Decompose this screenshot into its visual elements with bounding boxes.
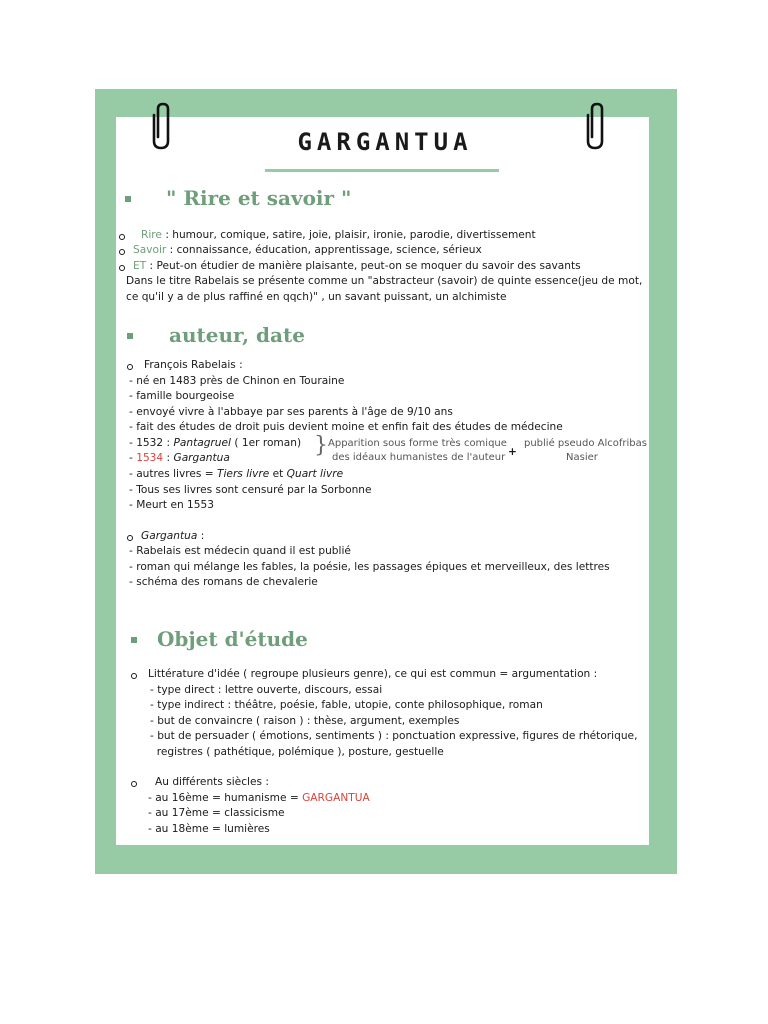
gargantua-line-3: - schéma des romans de chevalerie <box>129 576 318 588</box>
objet-line-5: registres ( pathétique, polémique ), posture, gestuelle <box>150 746 444 758</box>
rire-item-3: ET : Peut-on étudier de manière plaisante, peut-on se moquer du savoir des savants <box>133 260 581 272</box>
paperclip-icon <box>146 101 176 151</box>
rire-item-1: Rire : humour, comique, satire, joie, plaisir, ironie, parodie, divertissement <box>141 229 536 241</box>
note-publie-2: Nasier <box>566 452 598 463</box>
circle-bullet-icon <box>127 535 133 541</box>
square-bullet-icon <box>131 637 137 643</box>
circle-bullet-icon <box>119 265 125 271</box>
square-bullet-icon <box>125 196 131 202</box>
auteur-line-censure: - Tous ses livres sont censuré par la Sorbonne <box>129 484 372 496</box>
paperclip-icon <box>580 101 610 151</box>
siecle-18: - au 18ème = lumières <box>148 823 270 835</box>
note-apparition-2: des idéaux humanistes de l'auteur <box>332 452 506 463</box>
note-publie-1: publié pseudo Alcofribas <box>524 438 647 449</box>
circle-bullet-icon <box>131 673 137 679</box>
auteur-line-4: - fait des études de droit puis devient moine et enfin fait des études de médecine <box>129 421 563 433</box>
rire-note-line-1: Dans le titre Rabelais se présente comme un "abstracteur (savoir) de quinte essence(jeu de mot, <box>126 275 643 287</box>
objet-bullet: Littérature d'idée ( regroupe plusieurs genre), ce qui est commun = argumentation : <box>148 668 598 680</box>
title-underline <box>265 169 499 172</box>
objet-line-1: - type direct : lettre ouverte, discours, essai <box>150 684 383 696</box>
objet-line-2: - type indirect : théâtre, poésie, fable, utopie, conte philosophique, roman <box>150 699 543 711</box>
auteur-line-1: - né en 1483 près de Chinon en Touraine <box>129 375 345 387</box>
square-bullet-icon <box>127 333 133 339</box>
circle-bullet-icon <box>131 781 137 787</box>
auteur-line-2: - famille bourgeoise <box>129 390 235 402</box>
auteur-gargantua: - 1534 : Gargantua <box>129 452 230 464</box>
circle-bullet-icon <box>119 234 125 240</box>
rire-note-line-2: ce qu'il y a de plus raffiné en qqch)" , un savant puissant, un alchimiste <box>126 291 507 303</box>
gargantua-line-2: - roman qui mélange les fables, la poésie, les passages épiques et merveilleux, des lettres <box>129 561 610 573</box>
auteur-pantagruel: - 1532 : Pantagruel ( 1er roman) <box>129 437 302 449</box>
auteur-line-mort: - Meurt en 1553 <box>129 499 214 511</box>
plus-sign: + <box>508 446 517 458</box>
section-heading-objet: Objet d'étude <box>157 627 308 651</box>
objet-line-4: - but de persuader ( émotions, sentiments ) : ponctuation expressive, figures de rhétorique, <box>150 730 638 742</box>
auteur-line-3: - envoyé vivre à l'abbaye par ses parents à l'âge de 9/10 ans <box>129 406 453 418</box>
auteur-bullet: François Rabelais : <box>144 359 243 371</box>
circle-bullet-icon <box>119 249 125 255</box>
auteur-autres: - autres livres = Tiers livre et Quart livre <box>129 468 344 480</box>
gargantua-bullet: Gargantua : <box>141 530 205 542</box>
siecles-bullet: Au différents siècles : <box>155 776 269 788</box>
brace-icon: } <box>314 433 328 458</box>
siecle-16: - au 16ème = humanisme = GARGANTUA <box>148 792 370 804</box>
section-heading-auteur: auteur, date <box>169 323 305 347</box>
siecle-17: - au 17ème = classicisme <box>148 807 285 819</box>
note-apparition-1: Apparition sous forme très comique <box>328 438 507 449</box>
rire-item-2: Savoir : connaissance, éducation, apprentissage, science, sérieux <box>133 244 482 256</box>
objet-line-3: - but de convaincre ( raison ) : thèse, argument, exemples <box>150 715 460 727</box>
page-title: GARGANTUA <box>297 128 473 156</box>
gargantua-line-1: - Rabelais est médecin quand il est publié <box>129 545 351 557</box>
section-heading-rire: " Rire et savoir " <box>166 186 352 210</box>
circle-bullet-icon <box>127 364 133 370</box>
